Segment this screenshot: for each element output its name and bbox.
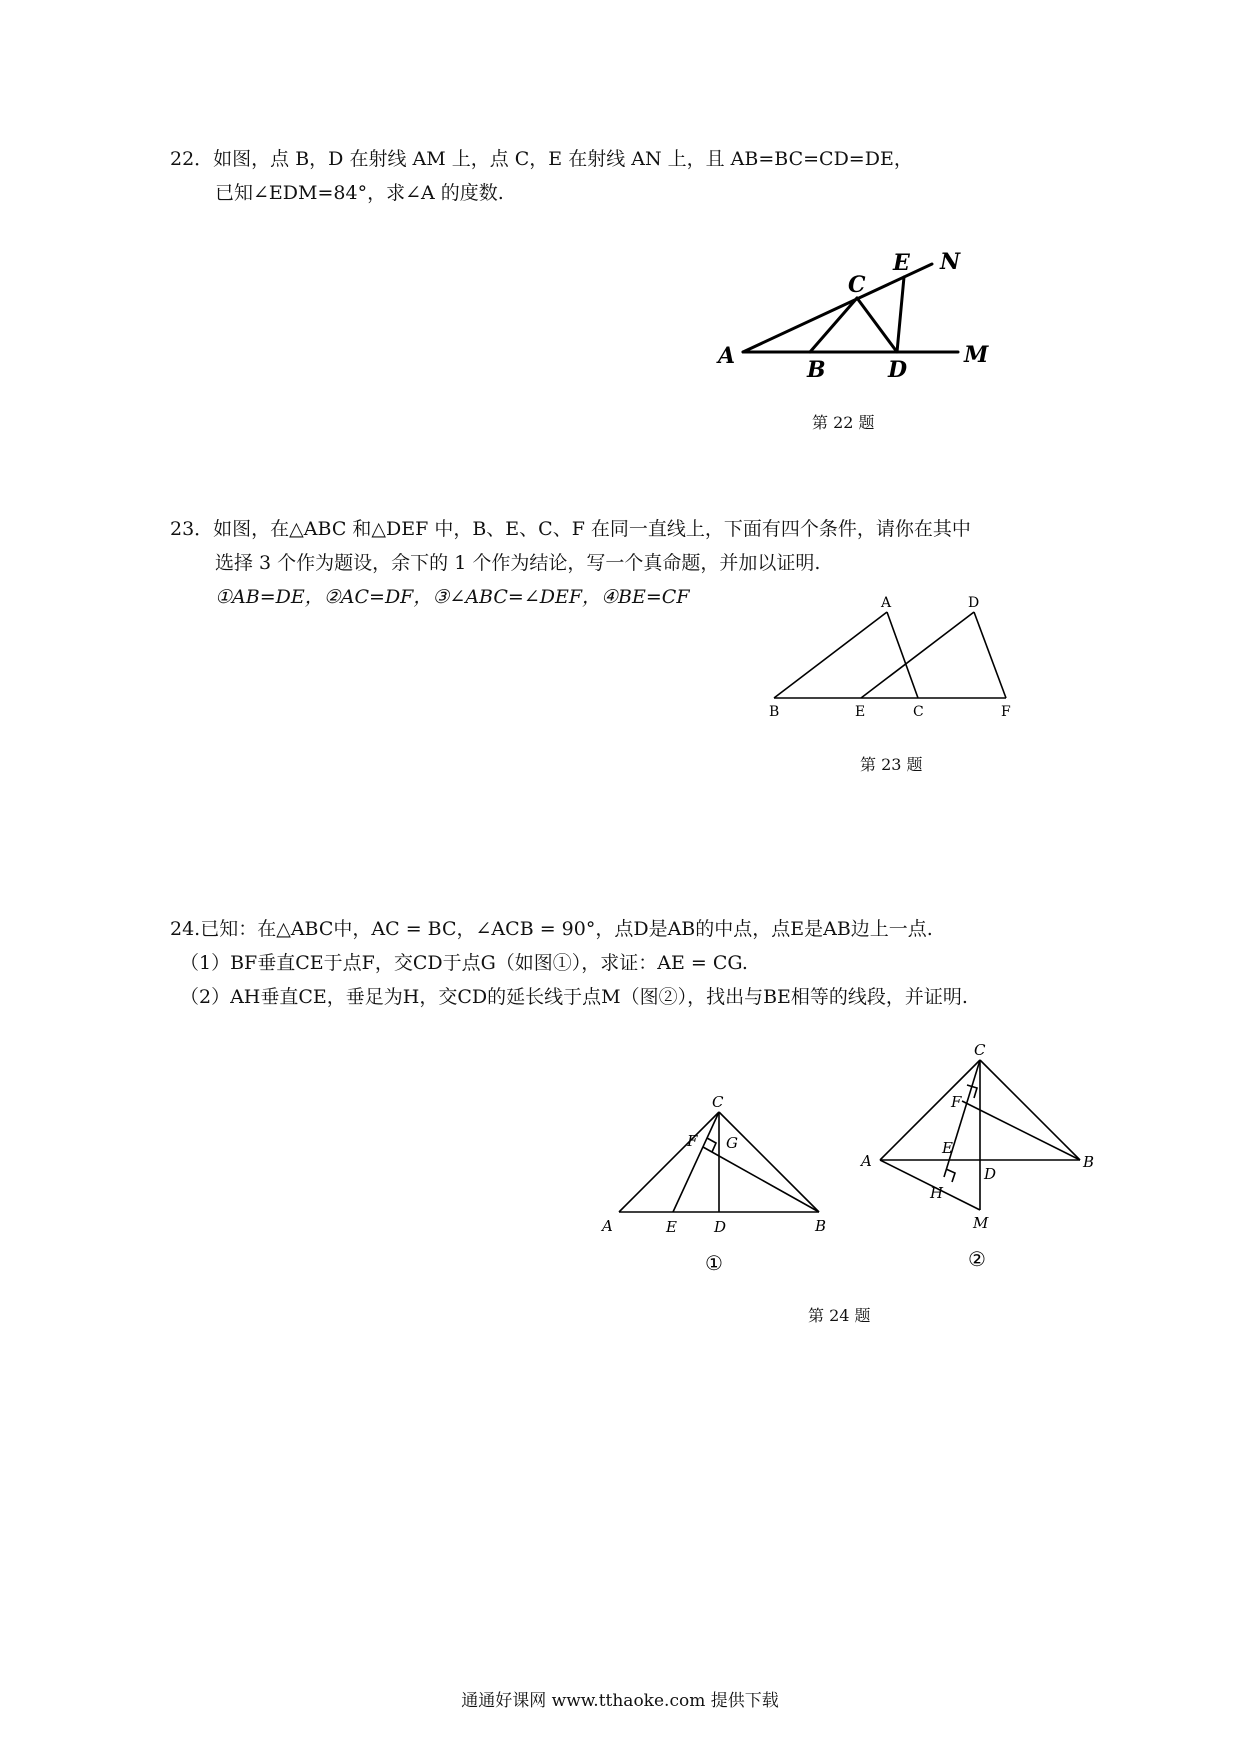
segment-ce — [673, 1112, 719, 1212]
segment-bc — [810, 298, 857, 352]
label-m: M — [964, 342, 989, 368]
segment-ac — [887, 612, 918, 698]
label-a: A — [861, 1152, 872, 1170]
label-c: C — [712, 1093, 724, 1111]
question-23-line-1: 23．如图，在△ABC 和△DEF 中，B、E、C、F 在同一直线上，下面有四个条件，请你在其中 — [170, 518, 971, 540]
segment-cb — [719, 1112, 819, 1212]
segment-cd — [857, 298, 897, 352]
label-h: H — [930, 1184, 944, 1202]
figure-number-1: ① — [705, 1251, 723, 1275]
label-e: E — [666, 1218, 677, 1236]
question-23-line-2: 选择 3 个作为题设，余下的 1 个作为结论，写一个真命题，并加以证明. — [215, 552, 821, 574]
segment-bf — [703, 1147, 819, 1212]
question-23-line-3: ①AB=DE，②AC=DF，③∠ABC=∠DEF，④BE=CF — [215, 586, 690, 608]
figure-24-1 — [590, 1080, 850, 1280]
label-d: D — [968, 595, 980, 611]
label-b: B — [1083, 1153, 1095, 1171]
question-24-line-1: 24.已知：在△ABC中，AC = BC，∠ACB = 90°，点D是AB的中点，点E是AB边上一点. — [170, 918, 933, 940]
figure-22 — [700, 240, 1000, 390]
figure-number-2: ② — [968, 1247, 986, 1270]
segment-cb — [980, 1060, 1080, 1160]
label-b: B — [769, 704, 780, 720]
label-g: G — [726, 1134, 738, 1152]
label-a: A — [718, 343, 736, 369]
label-e: E — [855, 704, 866, 720]
label-d: D — [888, 357, 908, 383]
segment-ed — [861, 612, 974, 698]
segment-ba — [774, 612, 887, 698]
question-24-line-2: （1）BF垂直CE于点F，交CD于点G（如图①），求证：AE = CG. — [180, 952, 748, 974]
label-n: N — [940, 249, 961, 275]
figure-23 — [760, 595, 1020, 725]
question-22-line-2: 已知∠EDM=84°，求∠A 的度数. — [215, 182, 504, 204]
caption-24: 第 24 题 — [808, 1306, 871, 1325]
label-b: B — [807, 357, 826, 383]
question-24 — [170, 912, 968, 1014]
label-d: D — [984, 1165, 997, 1183]
label-c: C — [848, 272, 866, 298]
label-e: E — [942, 1139, 953, 1157]
caption-23: 第 23 题 — [860, 755, 923, 774]
question-22 — [170, 142, 913, 210]
label-b: B — [815, 1217, 827, 1235]
footer-source: 通通好课网 www.tthaoke.com 提供下载 — [461, 1691, 779, 1711]
figure-24-2 — [850, 1030, 1110, 1270]
label-a: A — [602, 1217, 613, 1235]
question-24-line-3: （2）AH垂直CE，垂足为H，交CD的延长线于点M（图②），找出与BE相等的线段，并证明. — [180, 986, 968, 1008]
question-22-line-1: 22．如图，点 B，D 在射线 AM 上，点 C，E 在射线 AN 上，且 AB=BC=CD=DE， — [170, 148, 913, 170]
label-a: A — [881, 595, 892, 611]
segment-de — [897, 277, 904, 352]
label-c: C — [913, 704, 924, 720]
label-d: D — [714, 1218, 727, 1236]
segment-df — [974, 612, 1006, 698]
label-c: C — [974, 1041, 986, 1059]
right-angle-mark-h — [946, 1169, 955, 1182]
label-f: F — [687, 1132, 698, 1150]
segment-ca — [619, 1112, 719, 1212]
label-e: E — [893, 250, 910, 276]
label-f: F — [951, 1093, 962, 1111]
caption-22: 第 22 题 — [812, 413, 875, 432]
label-m: M — [973, 1214, 989, 1232]
label-f: F — [1001, 704, 1011, 720]
